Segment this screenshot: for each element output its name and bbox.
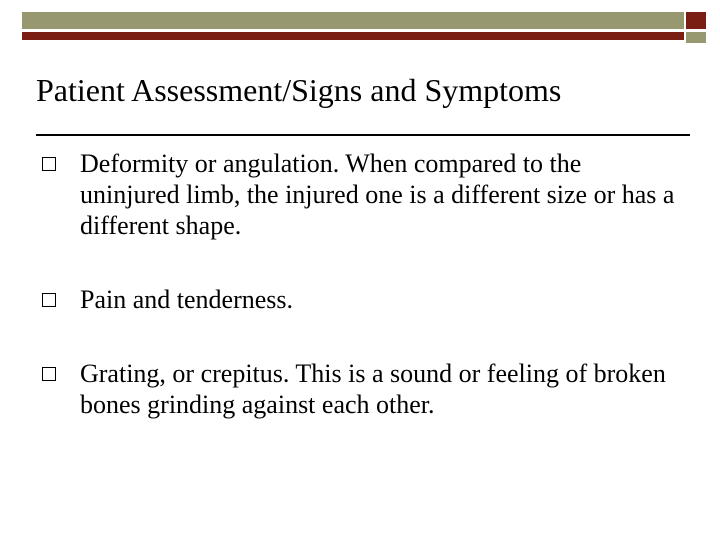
bullet-item-pain (36, 284, 686, 315)
title-underline (36, 134, 690, 136)
slide-title: Patient Assessment/Signs and Symptoms (36, 72, 562, 108)
top-decorative-band (22, 12, 684, 40)
bullet-text: Deformity or angulation. When compared to the uninjured limb, the injured one is a different size or has a different shape. (80, 149, 675, 240)
bullet-list (36, 148, 686, 463)
bullet-text: Grating, or crepitus. This is a sound or feeling of broken bones grinding against each other. (80, 359, 666, 419)
maroon-stripe (22, 32, 684, 40)
hollow-square-icon (42, 157, 56, 171)
corner-olive-square (686, 32, 706, 43)
corner-accent (686, 12, 706, 44)
olive-stripe (22, 12, 684, 29)
hollow-square-icon (42, 367, 56, 381)
hollow-square-icon (42, 293, 56, 307)
bullet-item-crepitus (36, 358, 686, 420)
bullet-item-deformity (36, 148, 686, 241)
corner-maroon-square (686, 12, 706, 29)
bullet-text: Pain and tenderness. (80, 285, 294, 314)
